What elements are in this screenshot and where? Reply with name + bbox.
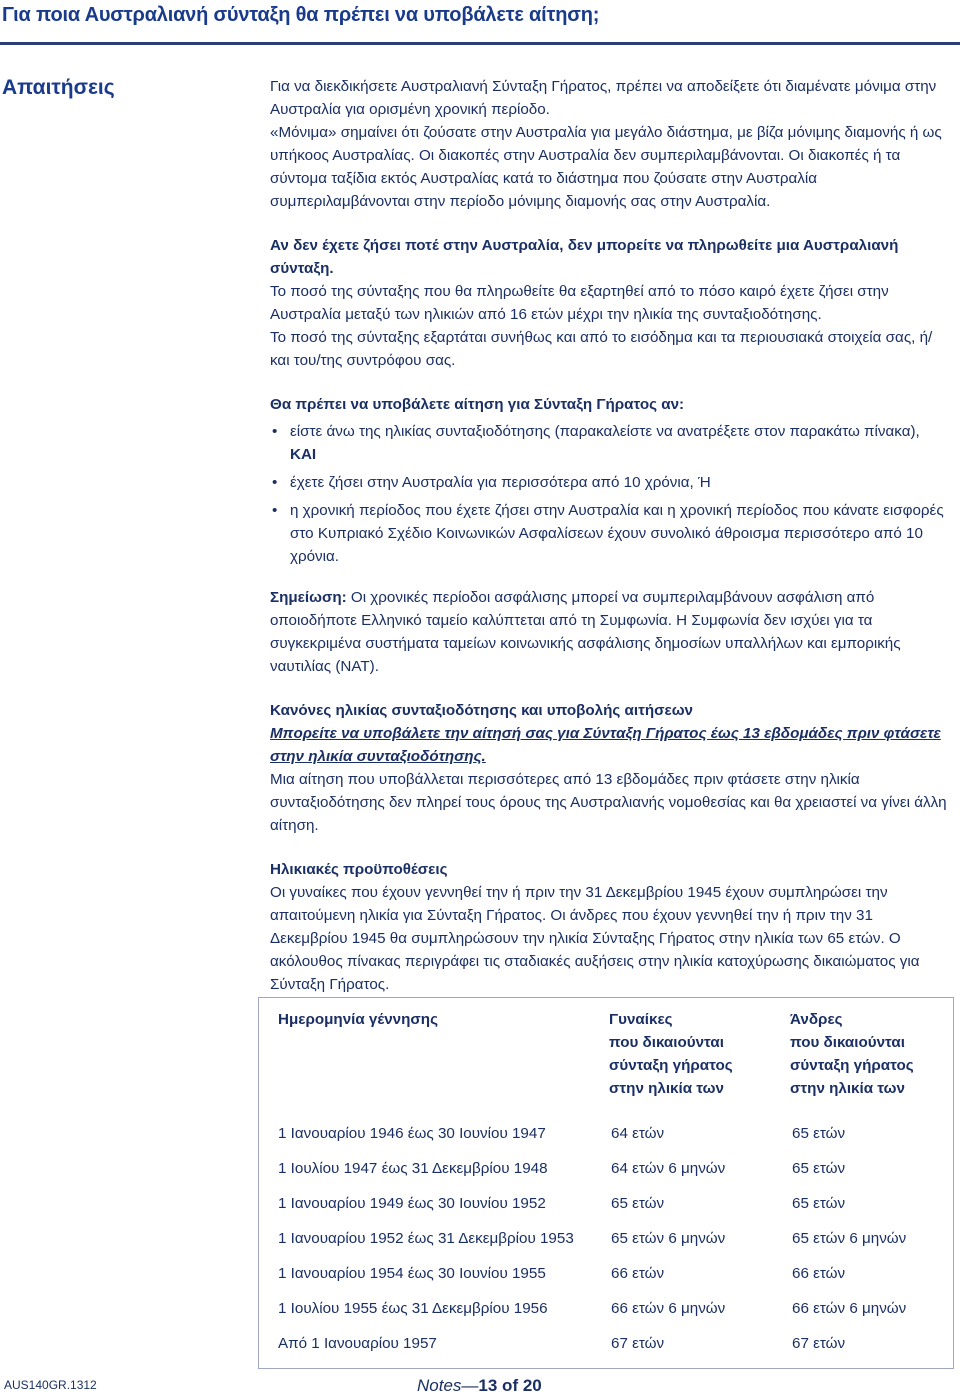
cell-men: 65 ετών	[792, 1160, 846, 1177]
cell-birth: 1 Ιουλίου 1947 έως 31 Δεκεμβρίου 1948	[278, 1160, 548, 1177]
table-row	[259, 1192, 953, 1222]
age-rules-heading: Κανόνες ηλικίας συνταξιοδότησης και υποβολής αιτήσεων	[270, 702, 694, 719]
table-row	[259, 1157, 953, 1187]
cell-men: 66 ετών 6 μηνών	[792, 1300, 907, 1317]
page-title: Για ποια Αυστραλιανή σύνταξη θα πρέπει να υποβάλετε αίτηση;	[2, 4, 600, 26]
table-header-men-line: Άνδρες	[790, 1011, 843, 1028]
cell-birth: 1 Ιανουαρίου 1949 έως 30 Ιουνίου 1952	[278, 1195, 546, 1212]
notes-label: Notes	[417, 1376, 462, 1395]
cell-women: 67 ετών	[611, 1335, 665, 1352]
note-paragraph	[270, 586, 950, 678]
age-rules-paragraph: Μια αίτηση που υποβάλλεται περισσότερες από 13 εβδομάδες πριν φτάσετε στην ηλικία συνταξιοδότησης δεν πληρεί τους όρους της Αυστραλιανής νομοθεσίας και θα χρειαστεί να γίνει άλλη αίτηση.	[270, 771, 947, 834]
cell-women: 64 ετών 6 μηνών	[611, 1160, 726, 1177]
cell-men: 65 ετών 6 μηνών	[792, 1230, 907, 1247]
never-lived-paragraph-1: Το ποσό της σύνταξης που θα πληρωθείτε θα εξαρτηθεί από το πόσο καιρό έχετε ζήσει στην Αυστραλία μεταξύ των ηλικιών από 16 ετών μέχρι την ηλικία της συνταξιοδότησης.	[270, 283, 889, 323]
table-row	[259, 1297, 953, 1327]
cell-birth: 1 Ιανουαρίου 1952 έως 31 Δεκεμβρίου 1953	[278, 1230, 574, 1247]
main-content	[270, 75, 950, 996]
note-text: Οι χρονικές περίοδοι ασφάλισης μπορεί να συμπεριλαμβάνουν ασφάλιση από οποιοδήποτε Ελληνικό ταμείο καλύπτεται από τη Συμφωνία. Η Συμφωνία δεν ισχύει για τα συγκεκριμένα συστήματα ταμείων κοινωνικής ασφάλισης δημοσίων υπαλλήλων και εμπορικής ναυτιλίας (ΝΑΤ).	[270, 589, 901, 675]
table-header-men-line: σύνταξη γήρατος	[790, 1057, 914, 1074]
cell-men: 65 ετών	[792, 1125, 846, 1142]
eligibility-heading: Θα πρέπει να υποβάλετε αίτηση για Σύνταξη Γήρατος αν:	[270, 396, 685, 413]
table-header-women	[609, 1008, 733, 1100]
table-row	[259, 1122, 953, 1152]
retirement-age-table	[258, 997, 954, 1369]
cell-birth: 1 Ιουλίου 1955 έως 31 Δεκεμβρίου 1956	[278, 1300, 548, 1317]
page-number-value: 13 of 20	[478, 1376, 542, 1395]
cell-birth: 1 Ιανουαρίου 1954 έως 30 Ιουνίου 1955	[278, 1265, 546, 1282]
cell-women: 66 ετών 6 μηνών	[611, 1300, 726, 1317]
bullet-icon: •	[272, 423, 278, 440]
list-item-conjunction: ΚΑΙ	[290, 446, 317, 463]
cell-women: 65 ετών	[611, 1195, 665, 1212]
age-requirements-paragraph: Οι γυναίκες που έχουν γεννηθεί την ή πριν την 31 Δεκεμβρίου 1945 έχουν συμπληρώσει την απαιτούμενη ηλικία για Σύνταξη Γήρατος. Οι άνδρες που έχουν γεννηθεί την ή πριν την 31 Δεκεμβρίου 1945 θα συμπληρώσουν την ηλικία Σύνταξης Γήρατος στην ηλικία των 65 ετών. Ο ακόλουθος πίνακας περιγράφει τις σταδιακές αυξήσεις στην ηλικία κατοχύρωσης δικαιώματος για Σύνταξη Γήρατος.	[270, 884, 920, 993]
table-header-women-line: Γυναίκες	[609, 1011, 673, 1028]
cell-birth: 1 Ιανουαρίου 1946 έως 30 Ιουνίου 1947	[278, 1125, 546, 1142]
note-label: Σημείωση:	[270, 589, 347, 606]
table-header-men-line: στην ηλικία των	[790, 1080, 905, 1097]
bullet-icon: •	[272, 502, 278, 519]
cell-women: 66 ετών	[611, 1265, 665, 1282]
list-item-text: η χρονική περίοδος που έχετε ζήσει στην Αυστραλία και η χρονική περίοδος που κάνατε εισφορές στο Κυπριακό Σχέδιο Κοινωνικών Ασφαλίσεων έχουν συνολικό άθροισμα περισσότερο από 10 χρόνια.	[290, 502, 944, 565]
cell-birth: Από 1 Ιανουαρίου 1957	[278, 1335, 437, 1352]
table-header-men-line: που δικαιούνται	[790, 1034, 905, 1051]
table-header-men	[790, 1008, 914, 1100]
page-number	[417, 1376, 542, 1396]
intro-paragraph-2: «Μόνιμα» σημαίνει ότι ζούσατε στην Αυστραλία για μεγάλο διάστημα, με βίζα μόνιμης διαμονής ή ως υπήκοος Αυστραλίας. Οι διακοπές στην Αυστραλία δεν συμπεριλαμβάνονται. Οι διακοπές ή τα σύντομα ταξίδια εκτός Αυστραλίας κατά το διάστημα που ζούσατε στην Αυστραλία συμπεριλαμβάνονται στην περίοδο μόνιμης διαμονής σας στην Αυστραλία.	[270, 124, 942, 210]
list-item-text: είστε άνω της ηλικίας συνταξιοδότησης (παρακαλείστε να ανατρέξετε στον παρακάτω πίνακα),	[290, 423, 920, 440]
never-lived-heading: Αν δεν έχετε ζήσει ποτέ στην Αυστραλία, δεν μπορείτε να πληρωθείτε μια Αυστραλιανή σύνταξη.	[270, 237, 899, 277]
title-divider	[0, 42, 960, 45]
bullet-icon: •	[272, 474, 278, 491]
table-row	[259, 1262, 953, 1292]
table-row	[259, 1227, 953, 1257]
table-header-women-line: που δικαιούνται	[609, 1034, 724, 1051]
list-item	[270, 420, 950, 466]
list-item	[270, 499, 950, 568]
header-band	[0, 0, 960, 42]
cell-men: 67 ετών	[792, 1335, 846, 1352]
cell-men: 65 ετών	[792, 1195, 846, 1212]
table-header-women-line: στην ηλικία των	[609, 1080, 724, 1097]
table-header-women-line: σύνταξη γήρατος	[609, 1057, 733, 1074]
list-item-text: έχετε ζήσει στην Αυστραλία για περισσότερα από 10 χρόνια, Ή	[290, 474, 711, 491]
cell-women: 65 ετών 6 μηνών	[611, 1230, 726, 1247]
table-row	[259, 1332, 953, 1362]
intro-paragraph-1: Για να διεκδικήσετε Αυστραλιανή Σύνταξη Γήρατος, πρέπει να αποδείξετε ότι διαμένατε μόνιμα στην Αυστραλία για ορισμένη χρονική περίοδο.	[270, 78, 937, 118]
section-label: Απαιτήσεις	[2, 76, 115, 99]
age-rules-emphasis: Μπορείτε να υποβάλετε την αίτησή σας για Σύνταξη Γήρατος έως 13 εβδομάδες πριν φτάσετε στην ηλικία συνταξιοδότησης.	[270, 725, 941, 765]
document-code: AUS140GR.1312	[4, 1378, 97, 1392]
notes-dash: —	[461, 1376, 479, 1395]
list-item	[270, 471, 950, 494]
never-lived-paragraph-2: Το ποσό της σύνταξης εξαρτάται συνήθως και από το εισόδημα και τα περιουσιακά στοιχεία σας, ή/ και του/της συντρόφου σας.	[270, 329, 933, 369]
eligibility-list	[270, 420, 950, 568]
cell-women: 64 ετών	[611, 1125, 665, 1142]
table-header-birth: Ημερομηνία γέννησης	[278, 1011, 438, 1028]
cell-men: 66 ετών	[792, 1265, 846, 1282]
age-requirements-heading: Ηλικιακές προϋποθέσεις	[270, 861, 448, 878]
